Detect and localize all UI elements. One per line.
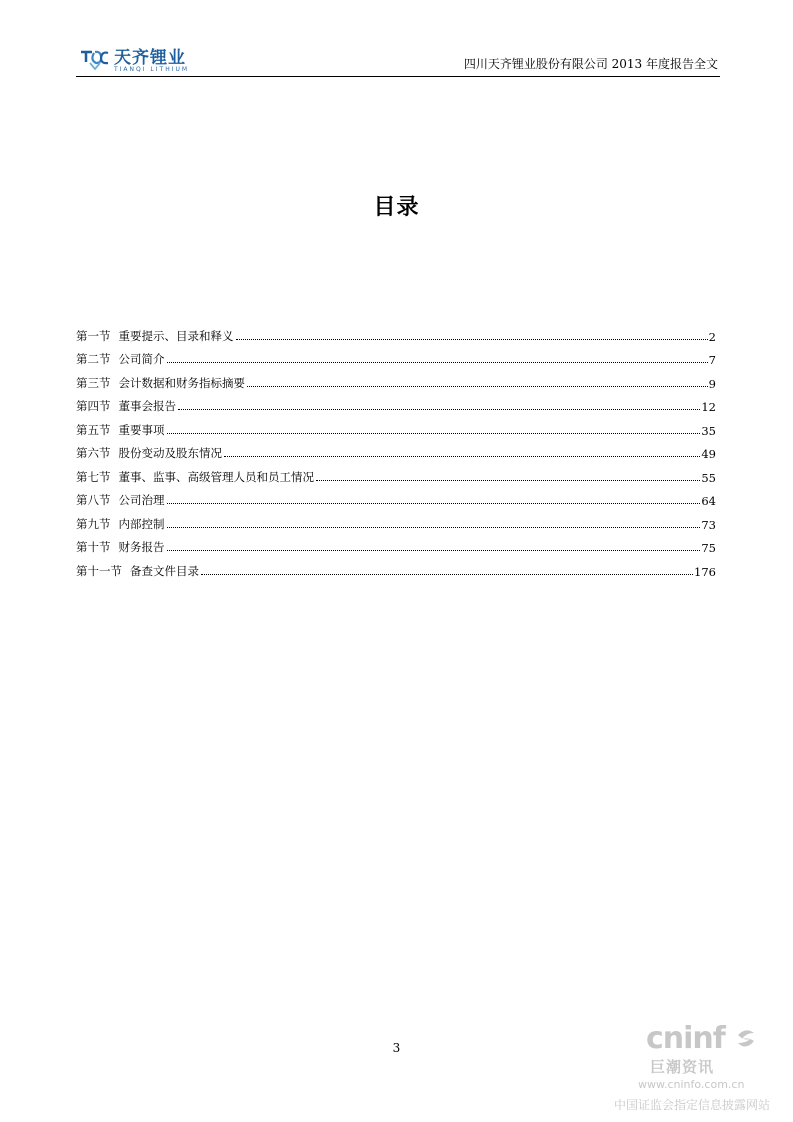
watermark-brand: cninf (646, 1021, 725, 1056)
toc-entry[interactable] (76, 438, 716, 462)
toc-entry-leader (247, 385, 708, 387)
toc-entry-section: 第二节 (76, 352, 111, 366)
toc-entry-section: 第一节 (76, 328, 111, 343)
toc-entry[interactable] (76, 320, 716, 344)
toc-title: 目录 (373, 195, 420, 220)
toc-entry-page: 64 (701, 494, 716, 508)
toc-entry-label: 重要提示、目录和释义 (118, 328, 234, 343)
company-logo (80, 48, 189, 74)
toc-entry-label: 公司治理 (118, 493, 165, 507)
toc-entry[interactable] (76, 367, 716, 391)
toc-entry-leader (167, 502, 701, 504)
toc-entry-label: 重要事项 (118, 422, 165, 437)
toc-entry-section: 第五节 (76, 422, 111, 437)
cninfo-watermark (610, 1022, 793, 1122)
toc-entry-leader (167, 432, 701, 434)
toc-entry-section: 第七节 (76, 469, 111, 484)
toc-entry[interactable] (76, 532, 716, 556)
page-number: 3 (392, 1041, 401, 1055)
table-of-contents (76, 320, 716, 579)
toc-entry-label: 备查文件目录 (130, 563, 199, 578)
toc-entry-leader (316, 479, 700, 481)
toc-entry-page: 12 (701, 400, 716, 414)
watermark-brand-cn: 巨潮资讯 (650, 1058, 715, 1076)
toc-entry-section: 第九节 (76, 516, 111, 531)
toc-entry-label: 董事会报告 (118, 399, 176, 413)
tqc-logo-mark-icon (80, 48, 110, 70)
toc-entry-section: 第八节 (76, 493, 111, 507)
toc-entry[interactable] (76, 461, 716, 485)
toc-entry-section: 第三节 (76, 375, 111, 390)
toc-entry[interactable] (76, 485, 716, 509)
toc-entry-section: 第十节 (76, 540, 111, 554)
toc-entry-label: 董事、监事、高级管理人员和员工情况 (118, 469, 314, 484)
toc-entry[interactable] (76, 391, 716, 415)
toc-entry-leader (167, 549, 701, 551)
logo-subtext: TIANQI LITHIUM (114, 66, 190, 73)
toc-entry-page: 7 (708, 353, 716, 367)
toc-entry-page: 75 (701, 541, 716, 555)
toc-entry-leader (167, 526, 701, 528)
report-title: 四川天齐锂业股份有限公司 2013 年度报告全文 (463, 57, 718, 71)
toc-entry-section: 第四节 (76, 399, 111, 413)
toc-entry-label: 内部控制 (118, 516, 165, 531)
toc-entry-page: 49 (701, 447, 716, 461)
toc-entry[interactable] (76, 508, 716, 532)
logo-wordmark: 天齐锂业 (114, 48, 186, 68)
toc-entry-leader (236, 338, 708, 340)
watermark-slogan: 中国证监会指定信息披露网站 (614, 1098, 771, 1112)
watermark-url: www.cninfo.com.cn (638, 1078, 745, 1091)
toc-entry-label: 财务报告 (118, 540, 165, 554)
toc-entry-section: 第六节 (76, 446, 111, 460)
toc-entry-page: 55 (701, 470, 716, 485)
toc-entry-label: 公司简介 (118, 352, 165, 366)
toc-entry-leader (167, 361, 708, 363)
toc-entry[interactable] (76, 414, 716, 438)
toc-entry-page: 176 (694, 564, 716, 579)
toc-entry-section: 第十一节 (76, 563, 122, 578)
toc-entry-leader (201, 573, 693, 575)
toc-entry-page: 35 (701, 423, 716, 438)
toc-entry-page: 73 (701, 517, 716, 532)
page-header (76, 46, 720, 77)
toc-entry-page: 2 (708, 329, 716, 344)
toc-entry-label: 股份变动及股东情况 (118, 446, 222, 460)
cninfo-swirl-icon (734, 1027, 758, 1051)
toc-entry-leader (178, 408, 700, 410)
toc-entry[interactable] (76, 344, 716, 368)
toc-entry[interactable] (76, 555, 716, 579)
toc-entry-page: 9 (708, 376, 716, 391)
toc-entry-leader (224, 455, 700, 457)
toc-entry-label: 会计数据和财务指标摘要 (118, 375, 245, 390)
